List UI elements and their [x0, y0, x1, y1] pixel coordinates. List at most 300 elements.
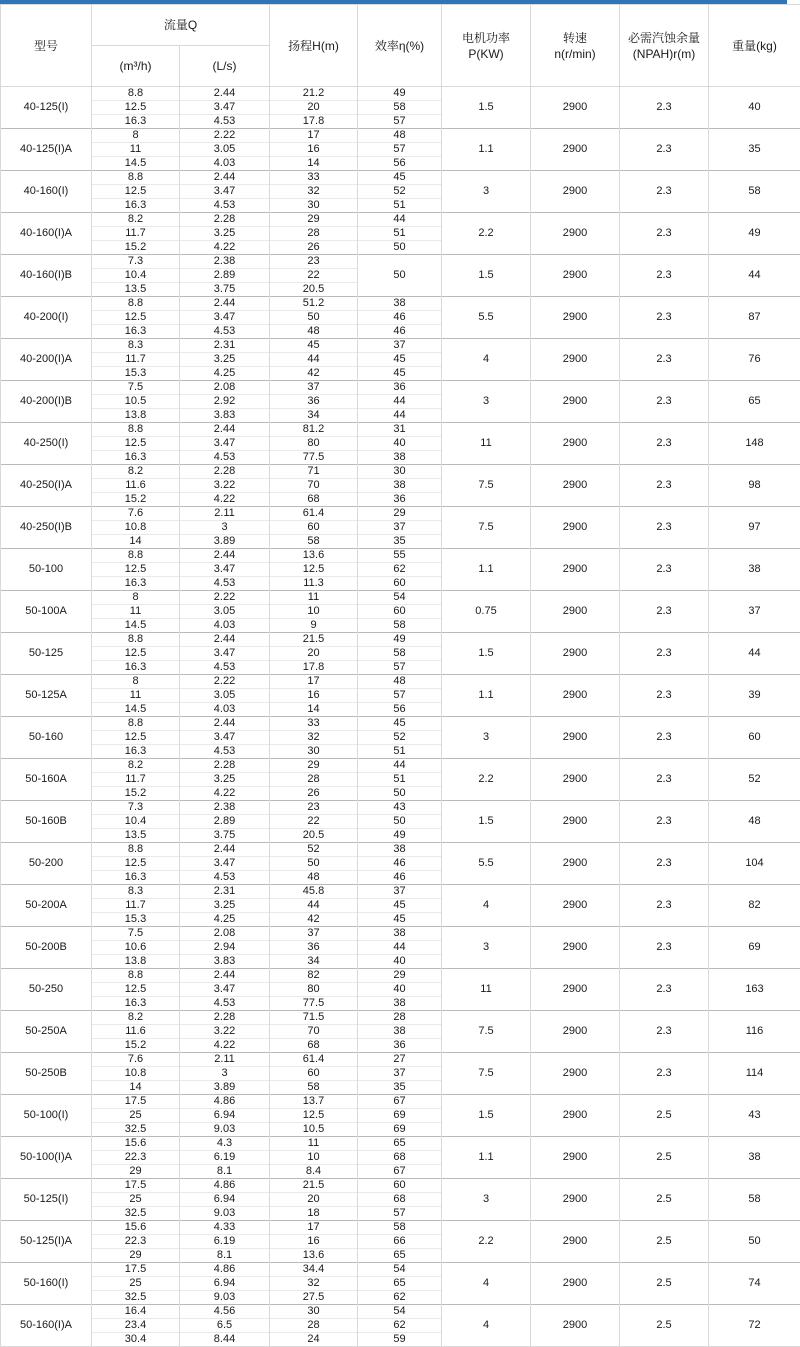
efficiency-cell: 54 [358, 1305, 442, 1319]
flow-m3h-cell: 16.3 [92, 325, 180, 339]
speed-cell: 2900 [531, 1137, 620, 1179]
speed-cell: 2900 [531, 1263, 620, 1305]
efficiency-cell: 44 [358, 759, 442, 773]
flow-m3h-cell: 16.3 [92, 115, 180, 129]
weight-cell: 49 [709, 213, 800, 255]
head-cell: 17.8 [270, 661, 358, 675]
efficiency-cell: 40 [358, 983, 442, 997]
flow-ls-cell: 2.94 [180, 941, 270, 955]
flow-ls-cell: 6.94 [180, 1109, 270, 1123]
efficiency-cell: 62 [358, 563, 442, 577]
efficiency-cell: 68 [358, 1193, 442, 1207]
head-cell: 58 [270, 1081, 358, 1095]
table-row [1, 129, 800, 143]
head-cell: 32 [270, 731, 358, 745]
efficiency-cell: 50 [358, 815, 442, 829]
efficiency-cell: 38 [358, 997, 442, 1011]
weight-cell: 65 [709, 381, 800, 423]
flow-ls-cell: 4.53 [180, 997, 270, 1011]
table-row [1, 633, 800, 647]
efficiency-cell: 35 [358, 1081, 442, 1095]
flow-ls-cell: 3.25 [180, 353, 270, 367]
flow-m3h-cell: 11 [92, 605, 180, 619]
table-row [1, 381, 800, 395]
flow-m3h-cell: 8.2 [92, 213, 180, 227]
flow-ls-cell: 2.31 [180, 885, 270, 899]
efficiency-cell: 44 [358, 213, 442, 227]
efficiency-cell: 56 [358, 157, 442, 171]
npsh-cell: 2.3 [620, 927, 709, 969]
efficiency-cell: 65 [358, 1137, 442, 1151]
weight-cell: 44 [709, 255, 800, 297]
npsh-cell: 2.3 [620, 717, 709, 759]
power-cell: 5.5 [442, 297, 531, 339]
efficiency-cell: 52 [358, 185, 442, 199]
head-cell: 11.3 [270, 577, 358, 591]
flow-ls-cell: 3.47 [180, 185, 270, 199]
flow-ls-cell: 2.22 [180, 675, 270, 689]
flow-m3h-cell: 12.5 [92, 185, 180, 199]
head-cell: 29 [270, 213, 358, 227]
efficiency-cell: 45 [358, 367, 442, 381]
flow-ls-cell: 4.86 [180, 1263, 270, 1277]
head-cell: 77.5 [270, 997, 358, 1011]
weight-cell: 58 [709, 171, 800, 213]
model-cell: 50-160(I)A [1, 1305, 92, 1347]
weight-cell: 38 [709, 1137, 800, 1179]
table-row [1, 423, 800, 437]
model-cell: 40-200(I) [1, 297, 92, 339]
flow-m3h-cell: 7.6 [92, 1053, 180, 1067]
flow-ls-cell: 2.44 [180, 633, 270, 647]
efficiency-cell: 50 [358, 787, 442, 801]
flow-ls-cell: 3.47 [180, 101, 270, 115]
model-cell: 40-125(I)A [1, 129, 92, 171]
header-npsh [620, 5, 709, 87]
table-row [1, 1263, 800, 1277]
flow-m3h-cell: 14.5 [92, 619, 180, 633]
power-cell: 0.75 [442, 591, 531, 633]
head-cell: 48 [270, 325, 358, 339]
head-cell: 9 [270, 619, 358, 633]
flow-m3h-cell: 15.2 [92, 1039, 180, 1053]
speed-cell: 2900 [531, 213, 620, 255]
head-cell: 42 [270, 367, 358, 381]
flow-ls-cell: 4.22 [180, 241, 270, 255]
efficiency-cell: 44 [358, 409, 442, 423]
npsh-cell: 2.3 [620, 465, 709, 507]
model-cell: 50-200 [1, 843, 92, 885]
head-cell: 21.5 [270, 633, 358, 647]
flow-m3h-cell: 16.3 [92, 451, 180, 465]
efficiency-cell: 49 [358, 633, 442, 647]
flow-m3h-cell: 14.5 [92, 157, 180, 171]
npsh-cell: 2.3 [620, 549, 709, 591]
flow-m3h-cell: 11.7 [92, 353, 180, 367]
head-cell: 36 [270, 941, 358, 955]
flow-m3h-cell: 25 [92, 1193, 180, 1207]
efficiency-cell: 36 [358, 381, 442, 395]
efficiency-cell: 29 [358, 507, 442, 521]
efficiency-cell: 30 [358, 465, 442, 479]
table-row [1, 87, 800, 101]
npsh-cell: 2.3 [620, 87, 709, 129]
head-cell: 23 [270, 801, 358, 815]
model-cell: 40-160(I) [1, 171, 92, 213]
efficiency-cell: 59 [358, 1333, 442, 1347]
model-cell: 50-100 [1, 549, 92, 591]
head-cell: 80 [270, 983, 358, 997]
model-cell: 50-250 [1, 969, 92, 1011]
power-cell: 2.2 [442, 759, 531, 801]
model-cell: 50-200A [1, 885, 92, 927]
weight-cell: 44 [709, 633, 800, 675]
flow-ls-cell: 3.47 [180, 437, 270, 451]
efficiency-cell: 66 [358, 1235, 442, 1249]
head-cell: 20.5 [270, 829, 358, 843]
head-cell: 10 [270, 1151, 358, 1165]
efficiency-cell: 57 [358, 115, 442, 129]
head-cell: 82 [270, 969, 358, 983]
efficiency-cell: 38 [358, 927, 442, 941]
head-cell: 8.4 [270, 1165, 358, 1179]
npsh-cell: 2.3 [620, 633, 709, 675]
flow-ls-cell: 4.56 [180, 1305, 270, 1319]
flow-ls-cell: 8.1 [180, 1249, 270, 1263]
efficiency-cell: 45 [358, 353, 442, 367]
head-cell: 24 [270, 1333, 358, 1347]
head-cell: 27.5 [270, 1291, 358, 1305]
efficiency-cell: 45 [358, 899, 442, 913]
table-row [1, 1305, 800, 1319]
model-cell: 40-125(I) [1, 87, 92, 129]
flow-ls-cell: 2.11 [180, 507, 270, 521]
table-row [1, 255, 800, 269]
flow-m3h-cell: 8 [92, 591, 180, 605]
flow-ls-cell: 4.03 [180, 703, 270, 717]
model-cell: 50-125(I)A [1, 1221, 92, 1263]
flow-ls-cell: 4.53 [180, 115, 270, 129]
efficiency-cell: 58 [358, 619, 442, 633]
flow-m3h-cell: 25 [92, 1277, 180, 1291]
efficiency-cell: 45 [358, 913, 442, 927]
flow-ls-cell: 3 [180, 521, 270, 535]
flow-ls-cell: 2.22 [180, 591, 270, 605]
flow-ls-cell: 2.08 [180, 381, 270, 395]
weight-cell: 58 [709, 1179, 800, 1221]
efficiency-cell: 54 [358, 1263, 442, 1277]
power-cell: 1.1 [442, 549, 531, 591]
npsh-cell: 2.3 [620, 843, 709, 885]
weight-cell: 76 [709, 339, 800, 381]
flow-ls-cell: 4.22 [180, 1039, 270, 1053]
table-row [1, 969, 800, 983]
header-flow-ls: (L/s) [180, 46, 270, 87]
flow-ls-cell: 3.22 [180, 1025, 270, 1039]
flow-m3h-cell: 10.4 [92, 815, 180, 829]
head-cell: 34.4 [270, 1263, 358, 1277]
head-cell: 52 [270, 843, 358, 857]
efficiency-cell: 60 [358, 1179, 442, 1193]
table-row [1, 465, 800, 479]
flow-m3h-cell: 8.8 [92, 717, 180, 731]
weight-cell: 97 [709, 507, 800, 549]
flow-ls-cell: 8.1 [180, 1165, 270, 1179]
efficiency-cell: 49 [358, 87, 442, 101]
speed-cell: 2900 [531, 591, 620, 633]
flow-m3h-cell: 8.8 [92, 87, 180, 101]
flow-m3h-cell: 14.5 [92, 703, 180, 717]
power-cell: 1.5 [442, 255, 531, 297]
flow-m3h-cell: 22.3 [92, 1151, 180, 1165]
flow-m3h-cell: 16.4 [92, 1305, 180, 1319]
flow-ls-cell: 3.75 [180, 829, 270, 843]
header-head: 扬程H(m) [270, 5, 358, 87]
head-cell: 70 [270, 479, 358, 493]
speed-cell: 2900 [531, 423, 620, 465]
npsh-cell: 2.3 [620, 507, 709, 549]
speed-cell: 2900 [531, 465, 620, 507]
speed-cell: 2900 [531, 1221, 620, 1263]
flow-ls-cell: 8.44 [180, 1333, 270, 1347]
head-cell: 33 [270, 717, 358, 731]
head-cell: 36 [270, 395, 358, 409]
head-cell: 20 [270, 647, 358, 661]
head-cell: 70 [270, 1025, 358, 1039]
flow-ls-cell: 3.47 [180, 857, 270, 871]
speed-cell: 2900 [531, 633, 620, 675]
flow-m3h-cell: 8.8 [92, 171, 180, 185]
speed-cell: 2900 [531, 255, 620, 297]
efficiency-cell: 28 [358, 1011, 442, 1025]
weight-cell: 50 [709, 1221, 800, 1263]
flow-m3h-cell: 8.8 [92, 297, 180, 311]
head-cell: 20 [270, 101, 358, 115]
flow-ls-cell: 3 [180, 1067, 270, 1081]
weight-cell: 48 [709, 801, 800, 843]
flow-ls-cell: 4.53 [180, 325, 270, 339]
head-cell: 28 [270, 227, 358, 241]
weight-cell: 98 [709, 465, 800, 507]
speed-cell: 2900 [531, 1053, 620, 1095]
weight-cell: 116 [709, 1011, 800, 1053]
flow-m3h-cell: 8.8 [92, 549, 180, 563]
head-cell: 28 [270, 773, 358, 787]
head-cell: 37 [270, 927, 358, 941]
weight-cell: 37 [709, 591, 800, 633]
power-cell: 7.5 [442, 1053, 531, 1095]
flow-m3h-cell: 16.3 [92, 199, 180, 213]
power-cell: 7.5 [442, 465, 531, 507]
flow-ls-cell: 2.31 [180, 339, 270, 353]
table-row [1, 717, 800, 731]
header-efficiency: 效率η(%) [358, 5, 442, 87]
flow-ls-cell: 2.38 [180, 255, 270, 269]
flow-ls-cell: 4.25 [180, 367, 270, 381]
flow-m3h-cell: 12.5 [92, 983, 180, 997]
flow-ls-cell: 6.19 [180, 1235, 270, 1249]
head-cell: 34 [270, 409, 358, 423]
model-cell: 50-250A [1, 1011, 92, 1053]
flow-m3h-cell: 12.5 [92, 101, 180, 115]
efficiency-cell: 54 [358, 591, 442, 605]
head-cell: 42 [270, 913, 358, 927]
flow-ls-cell: 4.03 [180, 157, 270, 171]
efficiency-cell: 37 [358, 339, 442, 353]
flow-m3h-cell: 7.3 [92, 255, 180, 269]
head-cell: 68 [270, 493, 358, 507]
head-cell: 13.6 [270, 549, 358, 563]
power-cell: 3 [442, 171, 531, 213]
head-cell: 81.2 [270, 423, 358, 437]
head-cell: 26 [270, 241, 358, 255]
flow-ls-cell: 3.47 [180, 983, 270, 997]
model-cell: 50-125 [1, 633, 92, 675]
flow-m3h-cell: 15.6 [92, 1137, 180, 1151]
flow-ls-cell: 3.83 [180, 409, 270, 423]
header-flow: 流量Q [92, 5, 270, 46]
head-cell: 48 [270, 871, 358, 885]
table-row [1, 213, 800, 227]
npsh-cell: 2.3 [620, 1011, 709, 1053]
head-cell: 68 [270, 1039, 358, 1053]
model-cell: 50-125(I) [1, 1179, 92, 1221]
flow-ls-cell: 6.94 [180, 1277, 270, 1291]
weight-cell: 43 [709, 1095, 800, 1137]
weight-cell: 35 [709, 129, 800, 171]
npsh-cell: 2.3 [620, 591, 709, 633]
speed-cell: 2900 [531, 1011, 620, 1053]
head-cell: 22 [270, 815, 358, 829]
efficiency-cell: 27 [358, 1053, 442, 1067]
efficiency-cell: 51 [358, 773, 442, 787]
flow-ls-cell: 4.86 [180, 1095, 270, 1109]
npsh-cell: 2.3 [620, 675, 709, 717]
table-row [1, 591, 800, 605]
model-cell: 50-100(I)A [1, 1137, 92, 1179]
speed-cell: 2900 [531, 717, 620, 759]
flow-m3h-cell: 13.5 [92, 829, 180, 843]
head-cell: 12.5 [270, 563, 358, 577]
power-cell: 7.5 [442, 1011, 531, 1053]
efficiency-cell: 58 [358, 1221, 442, 1235]
flow-m3h-cell: 7.6 [92, 507, 180, 521]
flow-ls-cell: 3.05 [180, 143, 270, 157]
flow-ls-cell: 2.89 [180, 815, 270, 829]
efficiency-cell: 40 [358, 437, 442, 451]
model-cell: 50-250B [1, 1053, 92, 1095]
model-cell: 50-100A [1, 591, 92, 633]
speed-cell: 2900 [531, 87, 620, 129]
flow-ls-cell: 2.28 [180, 759, 270, 773]
flow-ls-cell: 3.83 [180, 955, 270, 969]
flow-ls-cell: 2.44 [180, 843, 270, 857]
flow-m3h-cell: 10.8 [92, 521, 180, 535]
flow-m3h-cell: 7.5 [92, 381, 180, 395]
head-cell: 17 [270, 1221, 358, 1235]
flow-ls-cell: 4.53 [180, 577, 270, 591]
efficiency-cell: 68 [358, 1151, 442, 1165]
power-cell: 4 [442, 885, 531, 927]
efficiency-cell: 62 [358, 1319, 442, 1333]
weight-cell: 104 [709, 843, 800, 885]
flow-m3h-cell: 29 [92, 1249, 180, 1263]
flow-ls-cell: 3.75 [180, 283, 270, 297]
pump-spec-table [0, 4, 800, 1347]
npsh-cell: 2.3 [620, 1053, 709, 1095]
flow-ls-cell: 3.89 [180, 1081, 270, 1095]
power-cell: 3 [442, 381, 531, 423]
table-row [1, 843, 800, 857]
efficiency-cell: 57 [358, 1207, 442, 1221]
flow-m3h-cell: 23.4 [92, 1319, 180, 1333]
head-cell: 13.6 [270, 1249, 358, 1263]
head-cell: 30 [270, 745, 358, 759]
flow-m3h-cell: 10.8 [92, 1067, 180, 1081]
npsh-cell: 2.3 [620, 297, 709, 339]
model-cell: 40-250(I)B [1, 507, 92, 549]
head-cell: 17.8 [270, 115, 358, 129]
header-power-line2: P(KW) [442, 46, 530, 62]
table-row [1, 1179, 800, 1193]
head-cell: 77.5 [270, 451, 358, 465]
efficiency-cell: 46 [358, 311, 442, 325]
power-cell: 4 [442, 339, 531, 381]
model-cell: 50-200B [1, 927, 92, 969]
head-cell: 32 [270, 1277, 358, 1291]
flow-ls-cell: 3.25 [180, 899, 270, 913]
npsh-cell: 2.5 [620, 1305, 709, 1347]
head-cell: 71.5 [270, 1011, 358, 1025]
flow-m3h-cell: 11.7 [92, 227, 180, 241]
flow-ls-cell: 3.47 [180, 563, 270, 577]
flow-m3h-cell: 17.5 [92, 1095, 180, 1109]
flow-ls-cell: 6.5 [180, 1319, 270, 1333]
efficiency-cell: 36 [358, 493, 442, 507]
flow-m3h-cell: 8.2 [92, 759, 180, 773]
weight-cell: 39 [709, 675, 800, 717]
efficiency-cell: 38 [358, 451, 442, 465]
head-cell: 37 [270, 381, 358, 395]
flow-ls-cell: 4.53 [180, 745, 270, 759]
efficiency-cell: 44 [358, 395, 442, 409]
flow-ls-cell: 4.86 [180, 1179, 270, 1193]
weight-cell: 60 [709, 717, 800, 759]
head-cell: 50 [270, 857, 358, 871]
table-row [1, 171, 800, 185]
head-cell: 71 [270, 465, 358, 479]
head-cell: 80 [270, 437, 358, 451]
efficiency-cell: 45 [358, 717, 442, 731]
npsh-cell: 2.5 [620, 1137, 709, 1179]
speed-cell: 2900 [531, 885, 620, 927]
speed-cell: 2900 [531, 969, 620, 1011]
flow-m3h-cell: 12.5 [92, 311, 180, 325]
head-cell: 11 [270, 1137, 358, 1151]
head-cell: 17 [270, 675, 358, 689]
flow-m3h-cell: 15.6 [92, 1221, 180, 1235]
efficiency-cell: 65 [358, 1277, 442, 1291]
npsh-cell: 2.5 [620, 1179, 709, 1221]
table-row [1, 339, 800, 353]
model-cell: 40-250(I)A [1, 465, 92, 507]
flow-m3h-cell: 8.3 [92, 339, 180, 353]
flow-m3h-cell: 17.5 [92, 1263, 180, 1277]
flow-m3h-cell: 15.3 [92, 913, 180, 927]
power-cell: 3 [442, 717, 531, 759]
head-cell: 45.8 [270, 885, 358, 899]
flow-m3h-cell: 8.8 [92, 969, 180, 983]
